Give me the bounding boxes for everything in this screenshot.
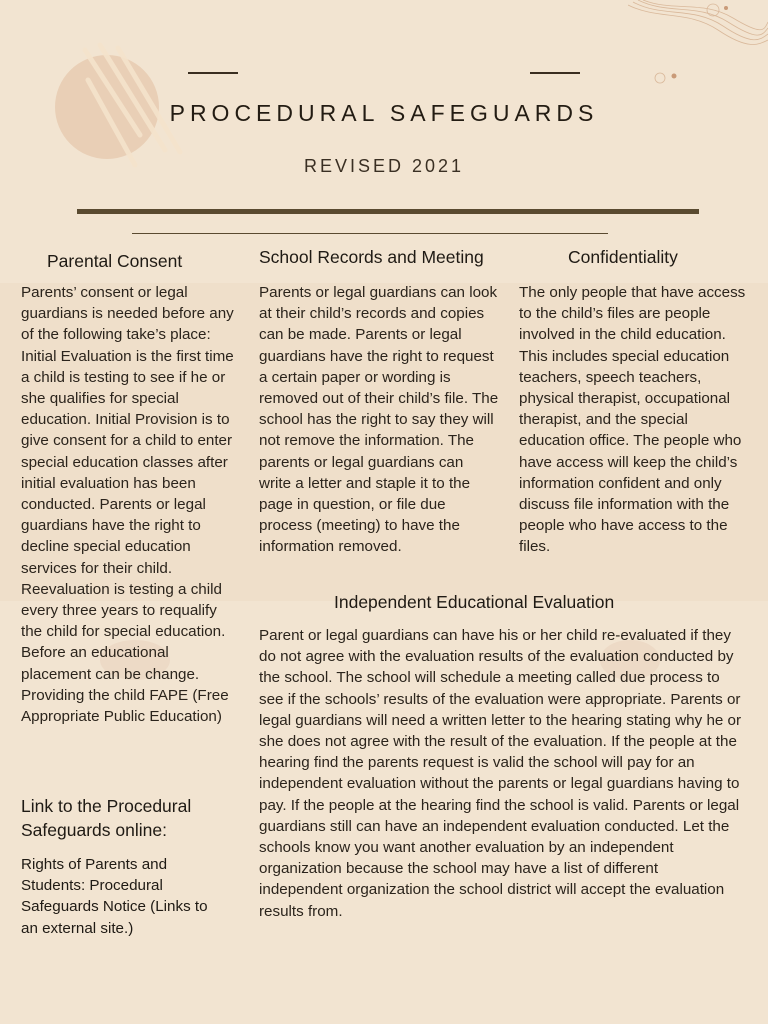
page-title: PROCEDURAL SAFEGUARDS bbox=[169, 100, 599, 126]
school-records-heading: School Records and Meeting bbox=[259, 247, 484, 267]
decorative-wave-lines bbox=[628, 0, 768, 60]
parental-consent-text: Parents’ consent or legal guardians is needed before any of the following take’s place: Initial Evaluation is the first time a child is testing to see if he or she qualifies for special education. Initial Provision is to give consent for a child to enter special education classes after initial evaluation has been conducted. Parents or legal guardians have the right to decline special education services for their child. Reevaluation is testing a child every three years to requalify the child for special education. Before an educational placement can be change. Providing the child FAPE (Free Appropriate Public Education) bbox=[21, 284, 234, 726]
decorative-dots bbox=[650, 68, 690, 88]
iee-text: Parent or legal guardians can have his or her child re-evaluated if they do not agree with the evaluation results of the evaluation conducted by the school. The school will schedule a meeting called due process to see if the schools’ results of the evaluation were appropriate. Parents or legal guardians will need a written letter to the hearing stating why he or she does not agree with the result of the evaluation. If the people at the hearing find the parents request is valid the school will pay for an independent evaluation without the parents or legal guardians having to pay. If the people at the hearing find the school is valid. Parents or legal guardians still can have an independent evaluation conducted. Let the schools know you want another evaluation by an independent organization because the school may have a list of different independent organization the school district will accept the evaluation results from. bbox=[259, 627, 742, 920]
page-subtitle: REVISED 2021 bbox=[303, 156, 465, 176]
header-divider-thick bbox=[77, 209, 699, 214]
school-records-text: Parents or legal guardians can look at their child’s records and copies can be made. Parents or legal guardians have the right to request a certain paper or wording is removed out of their child’s file. The school has the right to say they will not remove the information. The parents or legal guardians can write a letter and staple it to the page in question, or file due process (meeting) to have the information removed. bbox=[259, 284, 499, 556]
header-divider-thin bbox=[132, 233, 608, 234]
parental-consent-heading: Parental Consent bbox=[47, 251, 183, 271]
header-rule-right bbox=[530, 72, 580, 74]
confidentiality-text: The only people that have access to the child’s files are people involved in the child education. This includes special education teachers, speech teachers, physical therapist, occupational therapist, and the special education office. The people who have access will keep the child’s information confident and only discuss file information with the people who have access to the files. bbox=[519, 284, 746, 556]
online-link-heading: Link to the Procedural Safeguards online: bbox=[21, 796, 192, 840]
procedural-safeguards-link[interactable]: Rights of Parents and Students: Procedural Safeguards Notice (Links to an external site.) bbox=[21, 856, 208, 937]
iee-heading: Independent Educational Evaluation bbox=[334, 592, 615, 612]
confidentiality-heading: Confidentiality bbox=[568, 247, 678, 267]
header-rule-left bbox=[188, 72, 238, 74]
